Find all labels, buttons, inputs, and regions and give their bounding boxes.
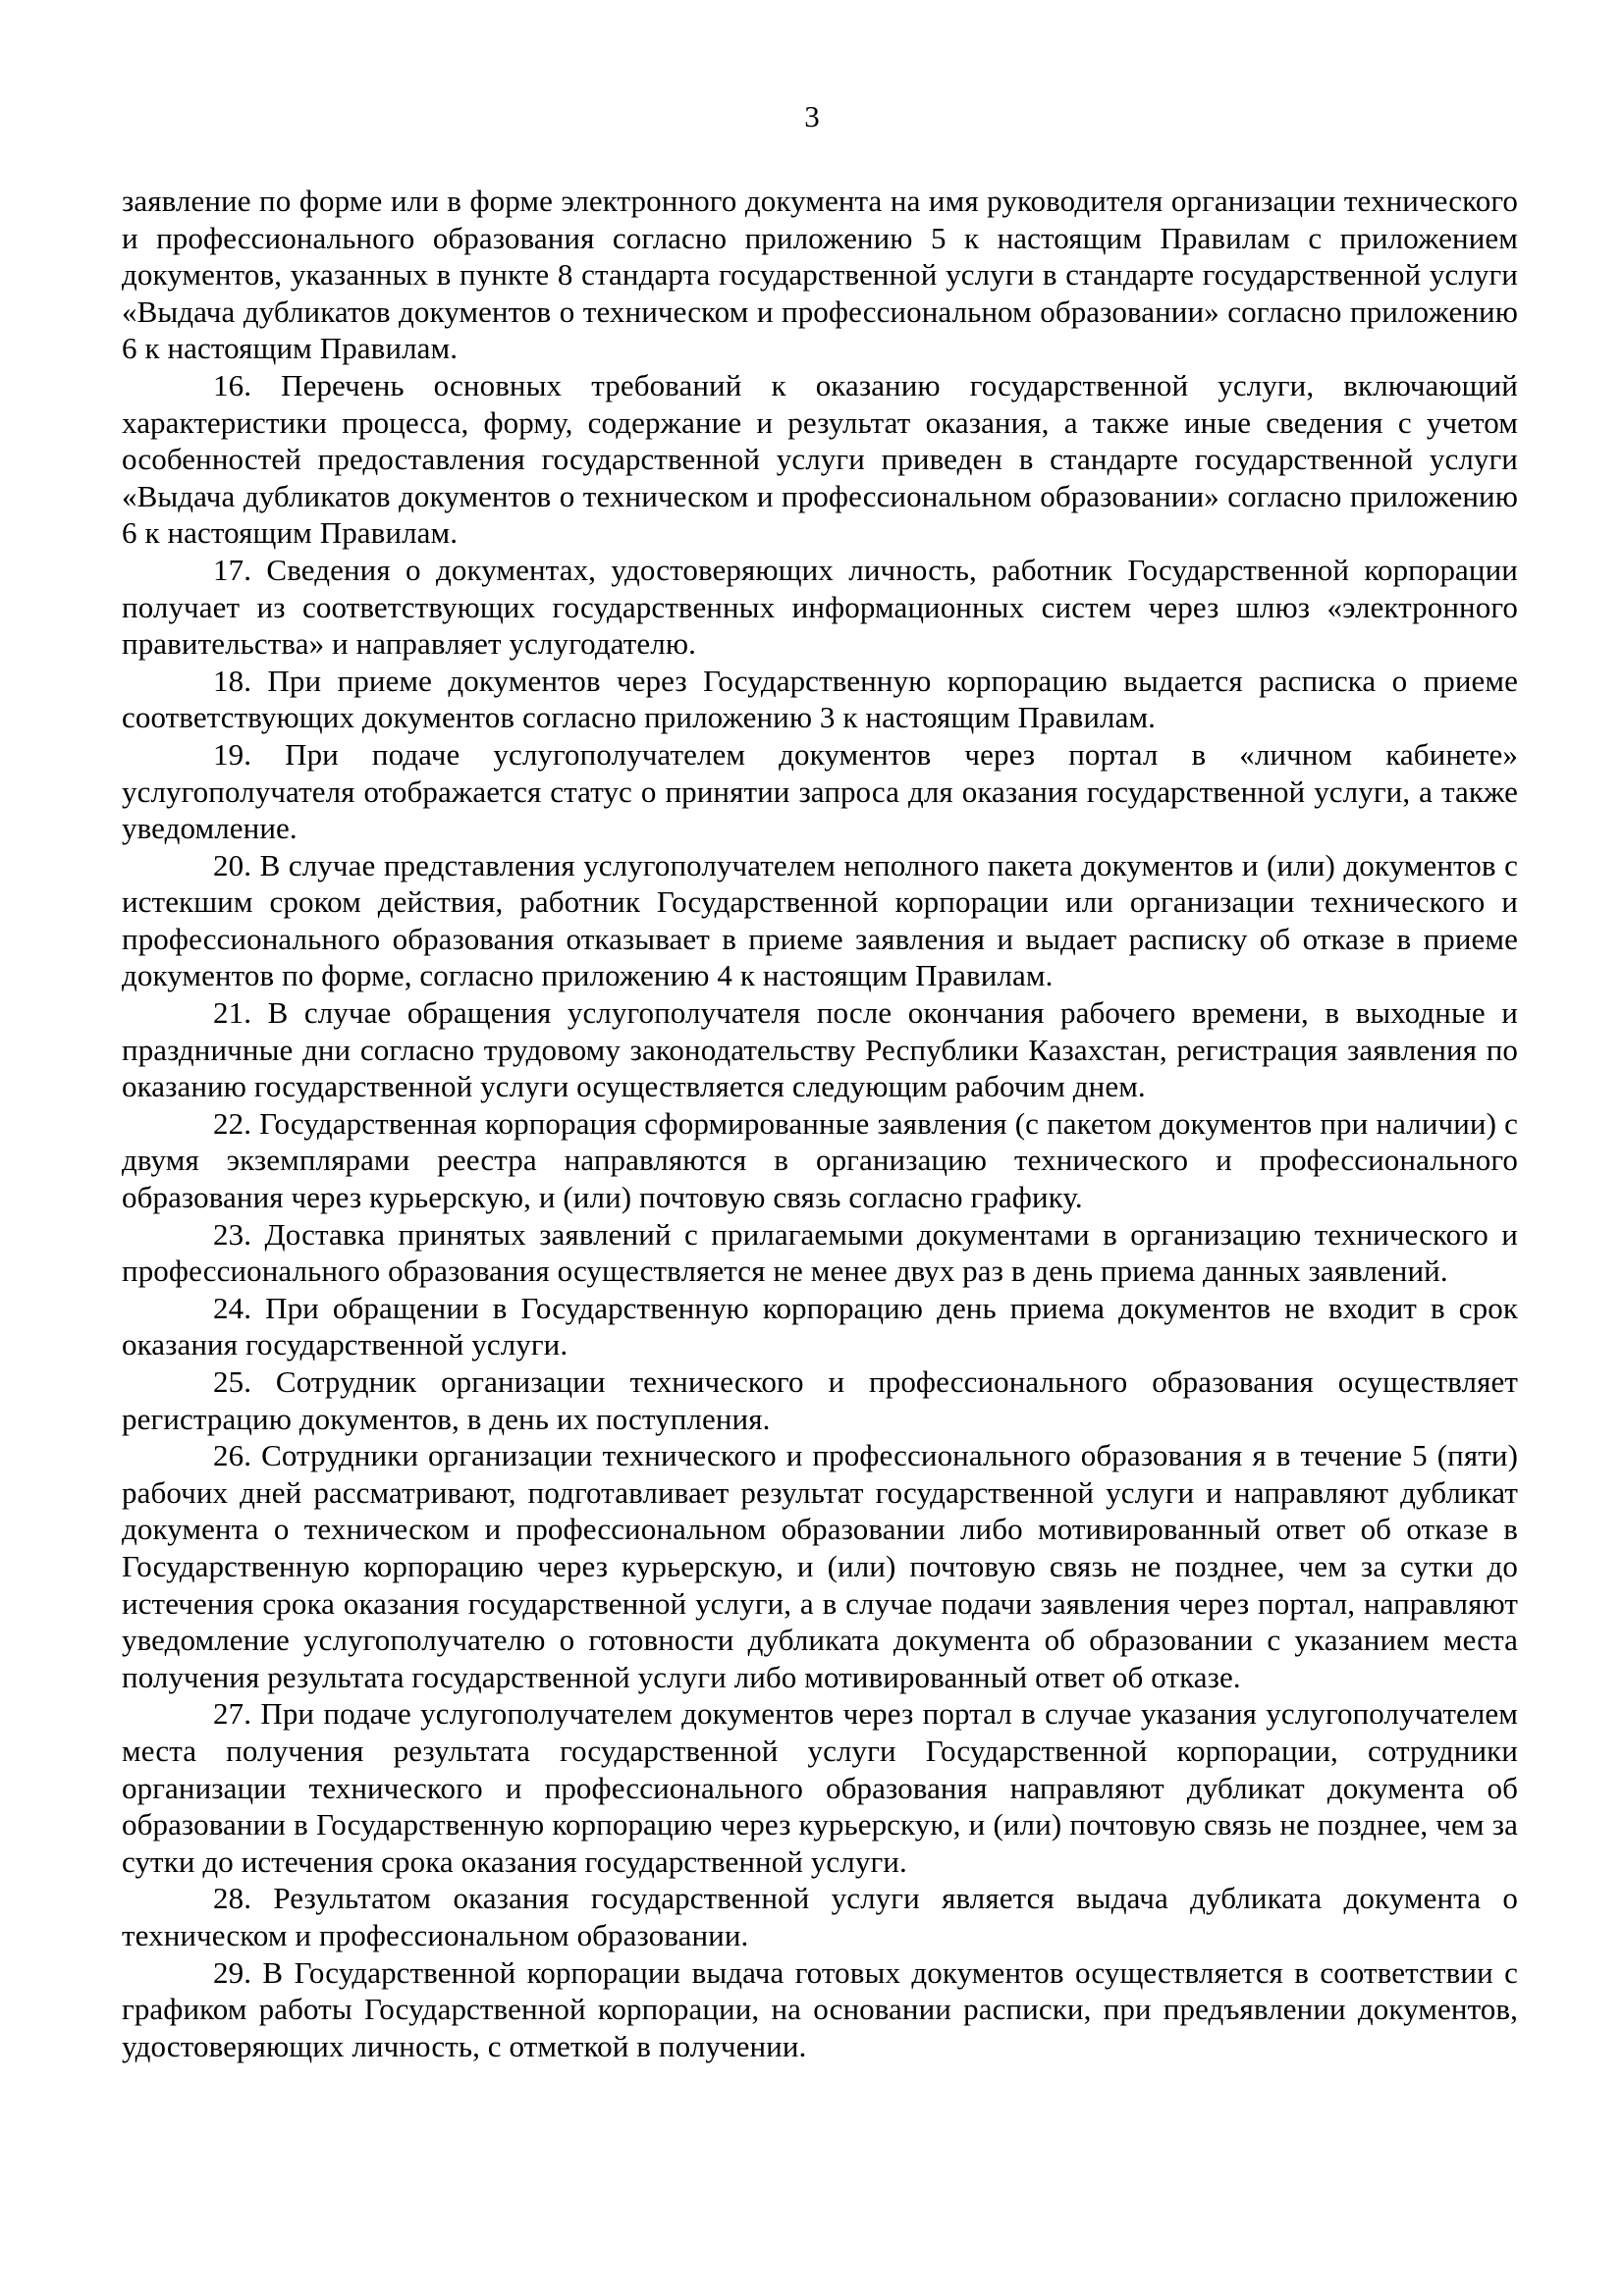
paragraph-21: 21. В случае обращения услугополучателя после окончания рабочего времени, в выходные и праздничные дни согласно трудовому законодательству Республики Казахстан, регистрация заявления по оказанию государственной услуги осуществляется следующим рабочим днем.: [122, 995, 1518, 1104]
paragraph-20: 20. В случае представления услугополучателем неполного пакета документов и (или) документов с истекшим сроком действия, работник Государственной корпорации или организации технического и профессионального образования отказывает в приеме заявления и выдает расписку об отказе в приеме документов по форме, согласно приложению 4 к настоящим Правилам.: [122, 847, 1518, 993]
paragraph-23: 23. Доставка принятых заявлений с прилагаемыми документами в организацию технического и профессионального образования осуществляется не менее двух раз в день приема данных заявлений.: [122, 1216, 1518, 1289]
paragraph-29: 29. В Государственной корпорации выдача готовых документов осуществляется в соответствии с графиком работы Государственной корпорации, на основании расписки, при предъявлении документов, удостоверяющих личность, с отметкой в получении.: [122, 1954, 1518, 2063]
paragraph-continuation: заявление по форме или в форме электронного документа на имя руководителя организации технического и профессионального образования согласно приложению 5 к настоящим Правилам с приложением документов, указанных в пункте 8 стандарта государственной услуги в стандарте государственной услуги «Выдача дубликатов документов о техническом и профессиональном образовании» согласно приложению 6 к настоящим Правилам.: [122, 184, 1518, 366]
paragraph-25: 25. Сотрудник организации технического и профессионального образования осуществляет регистрацию документов, в день их поступления.: [122, 1364, 1518, 1436]
paragraph-24: 24. При обращении в Государственную корпорацию день приема документов не входит в срок оказания государственной услуги.: [122, 1290, 1518, 1362]
paragraph-19: 19. При подаче услугополучателем документов через портал в «личном кабинете» услугополучателя отображается статус о принятии запроса для оказания государственной услуги, а также уведомление.: [122, 736, 1518, 846]
paragraph-22: 22. Государственная корпорация сформированные заявления (с пакетом документов при наличии) с двумя экземплярами реестра направляются в организацию технического и профессионального образования через курьерскую, и (или) почтовую связь согласно графику.: [122, 1105, 1518, 1215]
paragraph-28: 28. Результатом оказания государственной услуги является выдача дубликата документа о техническом и профессиональном образовании.: [122, 1881, 1518, 1952]
paragraph-16: 16. Перечень основных требований к оказанию государственной услуги, включающий характеристики процесса, форму, содержание и результат оказания, а также иные сведения с учетом особенностей предоставления государственной услуги приведен в стандарте государственной услуги «Выдача дубликатов документов о техническом и профессиональном образовании» согласно приложению 6 к настоящим Правилам.: [122, 367, 1518, 551]
paragraph-18: 18. При приеме документов через Государственную корпорацию выдается расписка о приеме соответствующих документов согласно приложению 3 к настоящим Правилам.: [122, 663, 1518, 735]
paragraph-17: 17. Сведения о документах, удостоверяющих личность, работник Государственной корпорации получает из соответствующих государственных информационных систем через шлюз «электронного правительства» и направляет услугодателю.: [122, 552, 1518, 662]
paragraph-26: 26. Сотрудники организации технического и профессионального образования я в течение 5 (пяти) рабочих дней рассматривают, подготавливает результат государственной услуги и направляют дубликат документа о техническом и профессиональном образовании либо мотивированный ответ об отказе в Государственную корпорацию через курьерскую, и (или) почтовую связь не позднее, чем за сутки до истечения срока оказания государственной услуги, а в случае подачи заявления через портал, направляют уведомление услугополучателю о готовности дубликата документа об образовании с указанием места получения результата государственной услуги либо мотивированный ответ об отказе.: [122, 1438, 1518, 1694]
document-body: [122, 183, 1518, 2064]
paragraph-27: 27. При подаче услугополучателем документов через портал в случае указания услугополучателем места получения результата государственной услуги Государственной корпорации, сотрудники организации технического и профессионального образования направляют дубликат документа об образовании в Государственную корпорацию через курьерскую, и (или) почтовую связь не позднее, чем за сутки до истечения срока оказания государственной услуги.: [122, 1696, 1518, 1879]
page-number: 3: [804, 99, 820, 133]
